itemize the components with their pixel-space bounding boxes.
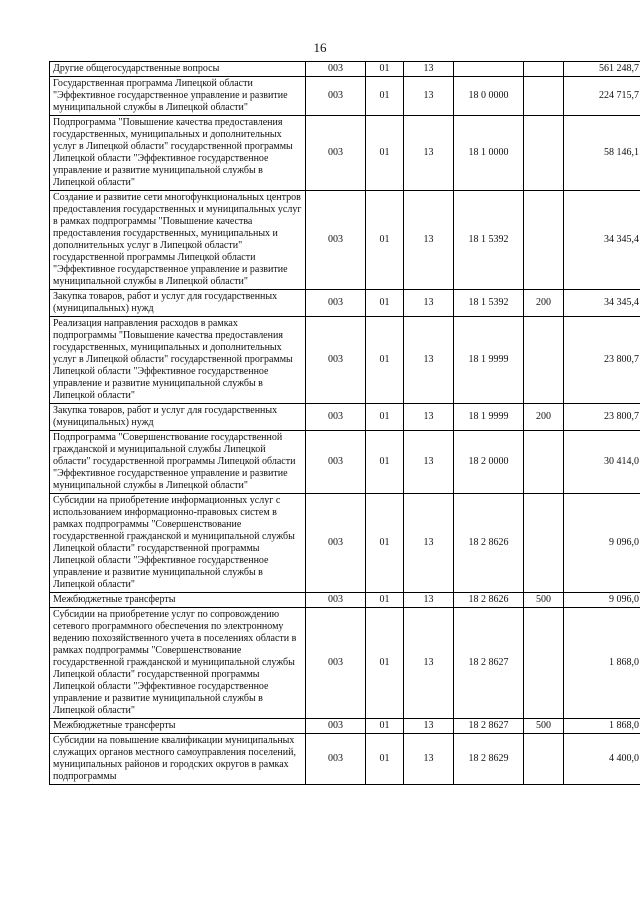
- section-code: 01: [366, 317, 404, 404]
- amount: 30 414,0: [564, 431, 640, 494]
- subsection-code: 13: [404, 404, 454, 431]
- expense-type: [524, 317, 564, 404]
- amount: 34 345,4: [564, 290, 640, 317]
- subsection-code: 13: [404, 608, 454, 719]
- amount: 9 096,0: [564, 494, 640, 593]
- table-row: [50, 431, 640, 494]
- dept-code: 003: [306, 734, 366, 785]
- target-article: 18 2 8627: [454, 719, 524, 734]
- subsection-code: 13: [404, 62, 454, 77]
- target-article: 18 2 0000: [454, 431, 524, 494]
- dept-code: 003: [306, 77, 366, 116]
- table-row: [50, 719, 640, 734]
- amount: 1 868,0: [564, 719, 640, 734]
- dept-code: 003: [306, 116, 366, 191]
- dept-code: 003: [306, 608, 366, 719]
- table-row: [50, 494, 640, 593]
- target-article: 18 1 9999: [454, 404, 524, 431]
- table-row: [50, 290, 640, 317]
- table-row: [50, 77, 640, 116]
- section-code: 01: [366, 77, 404, 116]
- subsection-code: 13: [404, 191, 454, 290]
- target-article: 18 1 0000: [454, 116, 524, 191]
- amount: 23 800,7: [564, 317, 640, 404]
- expense-type: [524, 431, 564, 494]
- table-row: [50, 116, 640, 191]
- section-code: 01: [366, 608, 404, 719]
- row-description: Закупка товаров, работ и услуг для государственных (муниципальных) нужд: [50, 290, 306, 317]
- target-article: 18 1 9999: [454, 317, 524, 404]
- target-article: 18 2 8626: [454, 593, 524, 608]
- target-article: [454, 62, 524, 77]
- expense-type: 200: [524, 290, 564, 317]
- amount: 23 800,7: [564, 404, 640, 431]
- expense-type: 500: [524, 593, 564, 608]
- dept-code: 003: [306, 317, 366, 404]
- subsection-code: 13: [404, 116, 454, 191]
- subsection-code: 13: [404, 494, 454, 593]
- section-code: 01: [366, 404, 404, 431]
- dept-code: 003: [306, 431, 366, 494]
- target-article: 18 2 8627: [454, 608, 524, 719]
- budget-table: [49, 61, 640, 785]
- subsection-code: 13: [404, 290, 454, 317]
- subsection-code: 13: [404, 77, 454, 116]
- section-code: 01: [366, 719, 404, 734]
- dept-code: 003: [306, 494, 366, 593]
- expense-type: [524, 191, 564, 290]
- section-code: 01: [366, 593, 404, 608]
- dept-code: 003: [306, 290, 366, 317]
- row-description: Другие общегосударственные вопросы: [50, 62, 306, 77]
- row-description: Субсидии на приобретение информационных услуг с использованием информационно-правовых систем в рамках подпрограммы "Совершенствование государственной гражданской и муниципальной службы Липецкой области" государственной программы Липецкой области "Эффективное государственное управление и развитие муниципальной службы в Липецкой области": [50, 494, 306, 593]
- section-code: 01: [366, 290, 404, 317]
- amount: 224 715,7: [564, 77, 640, 116]
- section-code: 01: [366, 734, 404, 785]
- section-code: 01: [366, 116, 404, 191]
- expense-type: 200: [524, 404, 564, 431]
- table-row: [50, 608, 640, 719]
- table-row: [50, 734, 640, 785]
- expense-type: [524, 494, 564, 593]
- row-description: Субсидии на приобретение услуг по сопровождению сетевого программного обеспечения по электронному ведению похозяйственного учета в поселениях области в рамках подпрограммы "Совершенствование государственной гражданской и муниципальной службы Липецкой области" государственной программы Липецкой области "Эффективное государственное управление и развитие муниципальной службы в Липецкой области": [50, 608, 306, 719]
- amount: 34 345,4: [564, 191, 640, 290]
- dept-code: 003: [306, 719, 366, 734]
- expense-type: 500: [524, 719, 564, 734]
- expense-type: [524, 608, 564, 719]
- table-row: [50, 62, 640, 77]
- section-code: 01: [366, 494, 404, 593]
- table-row: [50, 191, 640, 290]
- table-row: [50, 593, 640, 608]
- section-code: 01: [366, 191, 404, 290]
- row-description: Реализация направления расходов в рамках подпрограммы "Повышение качества предоставления государственных, муниципальных и дополнительных услуг в Липецкой области" государственной программы Липецкой области "Эффективное государственное управление и развитие муниципальной службы в Липецкой области": [50, 317, 306, 404]
- target-article: 18 2 8626: [454, 494, 524, 593]
- expense-type: [524, 116, 564, 191]
- amount: 1 868,0: [564, 608, 640, 719]
- target-article: 18 1 5392: [454, 191, 524, 290]
- subsection-code: 13: [404, 317, 454, 404]
- dept-code: 003: [306, 62, 366, 77]
- budget-table-body: [50, 62, 640, 785]
- row-description: Межбюджетные трансферты: [50, 593, 306, 608]
- table-row: [50, 404, 640, 431]
- amount: 561 248,7: [564, 62, 640, 77]
- row-description: Государственная программа Липецкой области "Эффективное государственное управление и развитие муниципальной службы в Липецкой области": [50, 77, 306, 116]
- dept-code: 003: [306, 404, 366, 431]
- subsection-code: 13: [404, 719, 454, 734]
- expense-type: [524, 734, 564, 785]
- target-article: 18 0 0000: [454, 77, 524, 116]
- row-description: Закупка товаров, работ и услуг для государственных (муниципальных) нужд: [50, 404, 306, 431]
- section-code: 01: [366, 62, 404, 77]
- amount: 4 400,0: [564, 734, 640, 785]
- table-row: [50, 317, 640, 404]
- amount: 58 146,1: [564, 116, 640, 191]
- dept-code: 003: [306, 191, 366, 290]
- dept-code: 003: [306, 593, 366, 608]
- target-article: 18 2 8629: [454, 734, 524, 785]
- row-description: Межбюджетные трансферты: [50, 719, 306, 734]
- subsection-code: 13: [404, 593, 454, 608]
- section-code: 01: [366, 431, 404, 494]
- row-description: Субсидии на повышение квалификации муниципальных служащих органов местного самоуправления поселений, муниципальных районов и городских округов в рамках подпрограммы: [50, 734, 306, 785]
- row-description: Подпрограмма "Повышение качества предоставления государственных, муниципальных и дополнительных услуг в Липецкой области" государственной программы Липецкой области "Эффективное государственное управление и развитие муниципальной службы в Липецкой области": [50, 116, 306, 191]
- expense-type: [524, 77, 564, 116]
- row-description: Подпрограмма "Совершенствование государственной гражданской и муниципальной службы Липецкой области" государственной программы Липецкой области "Эффективное государственное управление и развитие муниципальной службы в Липецкой области": [50, 431, 306, 494]
- page-number: 16: [313, 40, 327, 55]
- row-description: Создание и развитие сети многофункциональных центров предоставления государственных и муниципальных услуг в рамках подпрограммы "Повышение качества предоставления государственных, муниципальных и дополнительных услуг в Липецкой области" государственной программы Липецкой области "Эффективное государственное управление и развитие муниципальной службы в Липецкой области": [50, 191, 306, 290]
- subsection-code: 13: [404, 431, 454, 494]
- expense-type: [524, 62, 564, 77]
- target-article: 18 1 5392: [454, 290, 524, 317]
- subsection-code: 13: [404, 734, 454, 785]
- amount: 9 096,0: [564, 593, 640, 608]
